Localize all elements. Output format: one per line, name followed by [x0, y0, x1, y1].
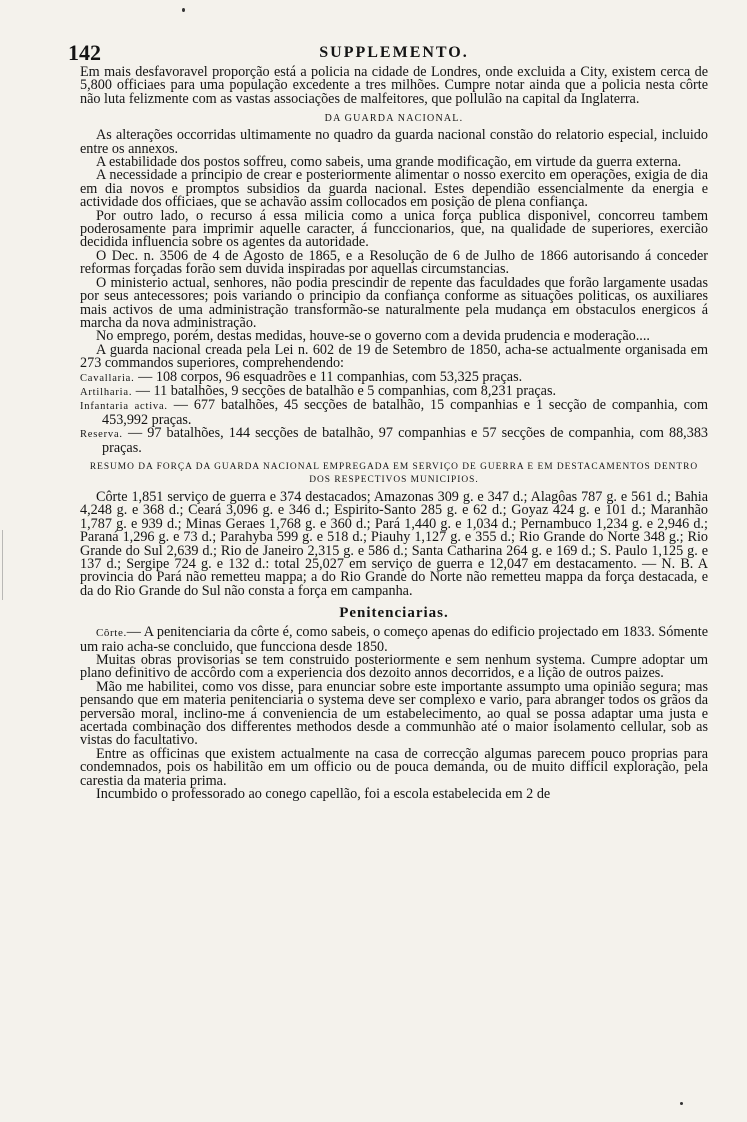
- lead-text: — A penitenciaria da côrte é, como sabeis, o começo apenas do edificio projectado em 1833. Sómente um raio acha-se concluido, que funcciona desde 1850.: [80, 624, 708, 655]
- unit-text: — 97 batalhões, 144 secções de batalhão, 97 companhias e 57 secções de companhia, com 88,383 praças.: [102, 425, 709, 456]
- paragraph: A estabilidade dos postos soffreu, como sabeis, uma grande modificação, em virtude da guerra externa.: [96, 154, 682, 171]
- paragraph: Mão me habilitei, como vos disse, para enunciar sobre este importante assumpto uma opinião segura; mas pensando que em materia penitenciaria o systema deve ser complexo e vario, para abranger todos os grãos da perversão moral, inclino-me á conveniencia de um estabelecimento, ao qual se possa adaptar uma justa e acertada combinação dos differentes methodos desde a communhão até o maior isolamento cellular, sob as vistas do facultativo.: [80, 678, 708, 749]
- intro-paragraph: Em mais desfavoravel proporção está a policia na cidade de Londres, onde excluida a City, existem cerca de 5,800 officiaes para uma população excedente a tres milhões. Cumpre notar ainda que a policia nesta côrte não luta felizmente com as vastas associações de malfeitores, que pollulão na capital da Inglaterra.: [80, 64, 708, 107]
- page-header: [68, 40, 708, 66]
- unit-label: Infantaria activa.: [80, 401, 168, 413]
- paragraph: A necessidade a principio de crear e posteriormente alimentar o nosso exercito em operações, exigia de dia em dia novos e promptos subsidios da guarda nacional. Estes dependião essencialmente da energia e actividade dos officiaes, que se achavão assim collocados em posição de plena confiança.: [80, 167, 708, 211]
- paragraph: Muitas obras provisorias se tem construido posteriormente e sem nenhum systema. Cumpre adoptar um plano definitivo de accôrdo com a experiencia dos dezoito annos decorridos, e a lição de outros paizes.: [80, 652, 708, 682]
- lead-label: Côrte.: [96, 627, 127, 640]
- unit-text: — 677 batalhões, 45 secções de batalhão, 15 companhias e 1 secção de companhia, com 453,992 praças.: [102, 397, 708, 428]
- paragraph: Por outro lado, o recurso á essa milicia como a unica força publica disponivel, concorreu tambem poderosamente para imprimir aquelle caracter, á funccionarios, que, na qualidade de superiores, exercião decidida influencia sobre os agentes da autoridade.: [80, 207, 708, 251]
- paragraph: Incumbido o professorado ao conego capellão, foi a escola estabelecida em 2 de: [96, 786, 551, 803]
- section-title-resumo: RESUMO DA FORÇA DA GUARDA NACIONAL EMPREGADA EM SERVIÇO DE GUERRA E EM DESTACAMENTOS DENTRO DOS RESPECTIVOS MUNICIPIOS.: [89, 461, 699, 485]
- page-number: 142: [68, 40, 101, 65]
- unit-label: Cavallaria.: [80, 372, 135, 384]
- paragraph: [80, 626, 708, 654]
- unit-reserva: [80, 427, 708, 455]
- unit-infantaria: [80, 399, 708, 427]
- section-title-penitenciarias: Penitenciarias.: [339, 605, 449, 622]
- margin-mark: [2, 530, 33, 600]
- paragraph: Côrte 1,851 serviço de guerra e 374 destacados; Amazonas 309 g. e 347 d.; Alagôas 787 g. e 561 d.; Bahia 4,248 g. e 368 d.; Ceará 3,096 g. e 346 d.; Espirito-Santo 285 g. e 62 d.; Goyaz 424 g. e 101 d.; Maranhão 1,787 g. e 939 d.; Minas Geraes 1,768 g. e 360 d.; Pará 1,440 g. e 1,034 d.; Pernambuco 1,234 g. e 2,946 d.; Paraná 1,296 g. e 73 d.; Parahyba 599 g. e 518 d.; Piauhy 1,127 g. e 355 d.; Rio Grande do Norte 348 g.; Rio Grande do Sul 2,639 d.; Rio de Janeiro 2,315 g. e 586 d.; Santa Catharina 264 g. e 169 d.; S. Paulo 1,125 g. e 137 d.; Sergipe 724 g. e 132 d.: total 25,027 em serviço de guerra e 12,047 em destacamento. — N. B. A provincia do Pará não remetteu mappa; a do Rio Grande do Norte não remetteu mappa da força destacada, e da do Rio Grande do Sul não consta a força em campanha.: [80, 488, 708, 599]
- ink-speck: [182, 8, 185, 12]
- paragraph: No emprego, porém, destas medidas, houve-se o governo com a devida prudencia e moderação....: [96, 328, 650, 345]
- unit-text: — 11 batalhões, 9 secções de batalhão e 5 companhias, com 8,231 praças.: [135, 382, 557, 399]
- paragraph: As alterações occorridas ultimamente no quadro da guarda nacional constão do relatorio especial, incluido entre os annexos.: [80, 127, 708, 157]
- paragraph: Entre as officinas que existem actualmente na casa de correcção algumas parecem pouco proprias para condemnados, pois os habilitão em um officio ou de pouca demanda, ou de muito difficil exploração, pela carestia da materia prima.: [80, 745, 708, 789]
- page: [68, 40, 709, 803]
- unit-text: — 108 corpos, 96 esquadrões e 11 companhias, com 53,325 praças.: [138, 368, 523, 385]
- running-title: SUPPLEMENTO.: [319, 44, 469, 61]
- unit-label: Reserva.: [80, 429, 123, 441]
- paragraph: O Dec. n. 3506 de 4 de Agosto de 1865, e a Resolução de 6 de Julho de 1866 autorisando á conceder reformas forçadas forão sem duvida inspiradas por aquellas circumstancias.: [80, 247, 708, 278]
- section-title-guarda: DA GUARDA NACIONAL.: [324, 113, 464, 125]
- paragraph: A guarda nacional creada pela Lei n. 602 de 19 de Setembro de 1850, acha-se actualmente organisada em 273 commandos superiores, comprehendendo:: [80, 341, 708, 372]
- unit-label: Artilharia.: [80, 386, 133, 398]
- ink-speck: [680, 1102, 683, 1105]
- paragraph: O ministerio actual, senhores, não podia prescindir de repente das faculdades que forão largamente usadas por seus antecessores; pois variando o principio da confiança conforme as situações politicas, os auxiliares mais activos de uma administração transformão-se naturalmente pela mudança em obstaculos energicos á marcha da nova administração.: [80, 274, 708, 331]
